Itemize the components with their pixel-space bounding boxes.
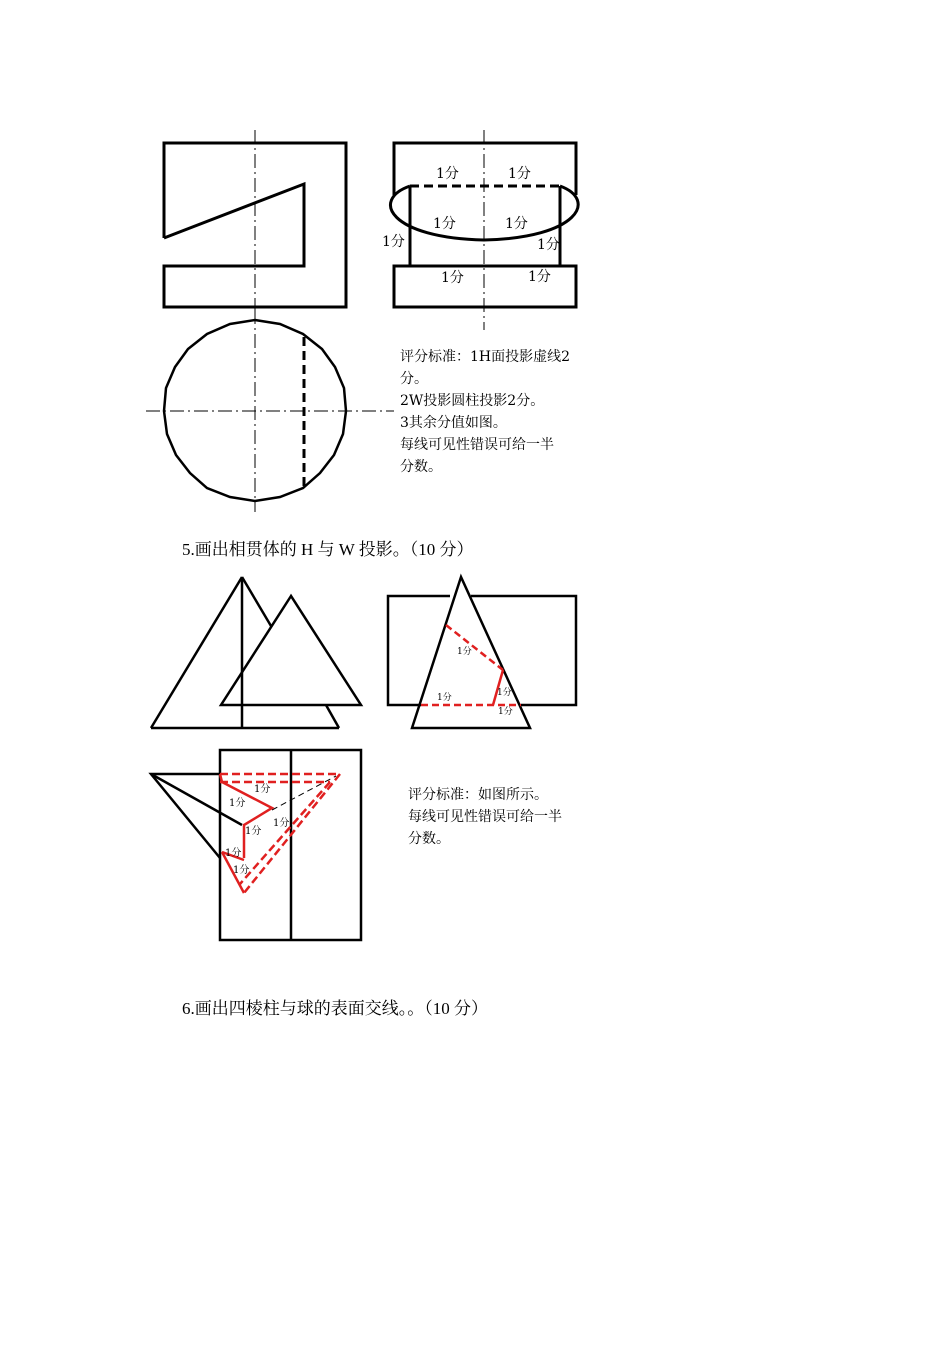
- p5-top-score-labels: [225, 782, 289, 876]
- p5-label: 1分: [254, 784, 271, 795]
- p5-label: 1分: [245, 826, 262, 837]
- p4-top-view: [146, 310, 394, 512]
- p5-label: 1分: [273, 818, 290, 829]
- p5-label: 1分: [437, 693, 452, 703]
- p5-label: 1分: [498, 707, 513, 717]
- p4-label: 1分: [436, 166, 459, 182]
- p4-label: 1分: [505, 216, 528, 232]
- p5-label: 1分: [497, 688, 512, 698]
- p4-side-view: [390, 130, 578, 330]
- p4-label: 1分: [382, 234, 405, 250]
- criteria-line: 分数。: [408, 831, 450, 847]
- p4-label: 1分: [508, 166, 531, 182]
- p5-heading: 5.画出相贯体的 H 与 W 投影。（10 分）: [182, 540, 474, 559]
- p4-label: 1分: [537, 237, 560, 253]
- criteria-line: 评分标准：1H面投影虚线2: [400, 349, 571, 365]
- p5-label: 1分: [233, 865, 250, 876]
- p5-top-view: [151, 750, 361, 940]
- criteria-line: 分数。: [400, 459, 442, 475]
- criteria-line: 评分标准：如图所示。: [408, 787, 548, 803]
- criteria-line: 每线可见性错误可给一半: [400, 437, 554, 453]
- p4-label: 1分: [441, 270, 464, 286]
- p5-label: 1分: [225, 848, 242, 859]
- p4-front-view: [164, 130, 346, 318]
- criteria-line: 每线可见性错误可给一半: [408, 809, 562, 825]
- p5-label: 1分: [457, 647, 472, 657]
- p5-grading-criteria: [408, 784, 562, 850]
- p6-heading: 6.画出四棱柱与球的表面交线。。（10 分）: [182, 999, 488, 1018]
- p5-label: 1分: [229, 798, 246, 809]
- p5-front-view: [151, 577, 361, 728]
- criteria-line: 3其余分值如图。: [400, 415, 507, 431]
- criteria-line: 分。: [400, 371, 428, 387]
- p4-label: 1分: [528, 269, 551, 285]
- p4-grading-criteria: [400, 346, 570, 478]
- p4-label: 1分: [433, 216, 456, 232]
- criteria-line: 2W投影圆柱投影2分。: [400, 393, 545, 409]
